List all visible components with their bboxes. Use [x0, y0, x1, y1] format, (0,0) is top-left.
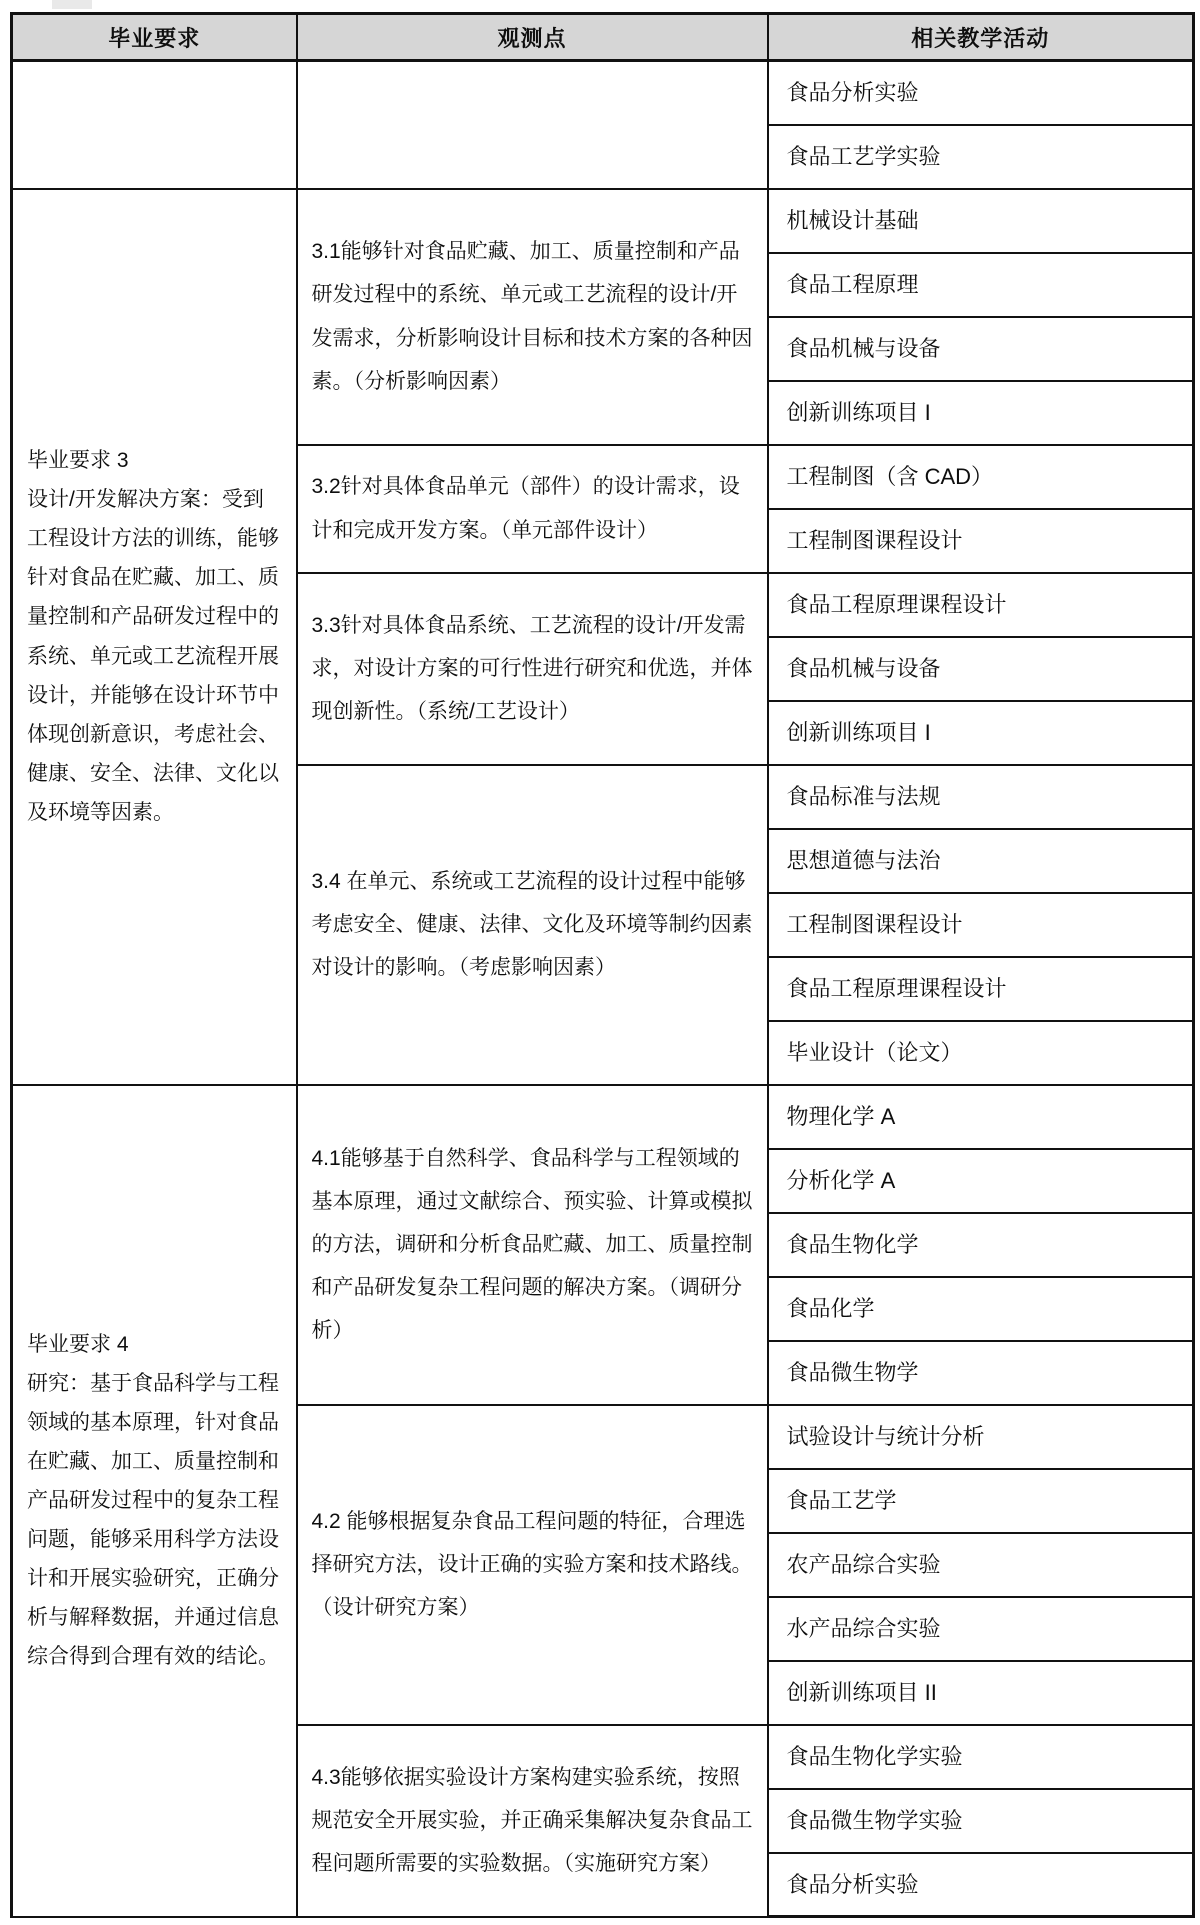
activity-cell: 机械设计基础 — [768, 189, 1194, 253]
requirement-body: 设计/开发解决方案：受到工程设计方法的训练，能够针对食品在贮藏、加工、质量控制和产品研发过程中的系统、单元或工艺流程开展设计，并能够在设计环节中体现创新意识，考虑社会、健康、安全、法律、文化以及环境等因素。 — [27, 488, 279, 824]
activity-cell: 试验设计与统计分析 — [768, 1405, 1194, 1469]
activity-cell: 创新训练项目 II — [768, 1661, 1194, 1725]
activity-cell: 创新训练项目 I — [768, 381, 1194, 445]
activity-cell: 水产品综合实验 — [768, 1597, 1194, 1661]
requirement-cell-4 — [12, 1085, 297, 1917]
header-requirement: 毕业要求 — [12, 14, 297, 61]
activity-cell: 食品微生物学 — [768, 1341, 1194, 1405]
table-row — [12, 1085, 1194, 1149]
header-row — [12, 14, 1194, 61]
activity-cell: 食品机械与设备 — [768, 317, 1194, 381]
observation-cell-4-3: 4.3能够依据实验设计方案构建实验系统，按照规范安全开展实验，并正确采集解决复杂食品工程问题所需要的实验数据。（实施研究方案） — [297, 1725, 768, 1917]
observation-cell-3-3: 3.3针对具体食品系统、工艺流程的设计/开发需求，对设计方案的可行性进行研究和优选，并体现创新性。（系统/工艺设计） — [297, 573, 768, 765]
observation-cell-3-2: 3.2针对具体食品单元（部件）的设计需求，设计和完成开发方案。（单元部件设计） — [297, 445, 768, 573]
activity-cell: 工程制图课程设计 — [768, 893, 1194, 957]
scan-artifact — [52, 0, 92, 9]
requirement-cell-empty — [12, 61, 297, 189]
activity-cell: 物理化学 A — [768, 1085, 1194, 1149]
requirements-table — [10, 12, 1195, 1918]
requirement-title: 毕业要求 4 — [27, 1332, 129, 1356]
activity-cell: 食品工艺学实验 — [768, 125, 1194, 189]
activity-cell: 食品生物化学 — [768, 1213, 1194, 1277]
activity-cell: 食品机械与设备 — [768, 637, 1194, 701]
activity-cell: 创新训练项目 I — [768, 701, 1194, 765]
activity-cell: 工程制图（含 CAD） — [768, 445, 1194, 509]
observation-cell-4-2: 4.2 能够根据复杂食品工程问题的特征，合理选择研究方法，设计正确的实验方案和技术路线。（设计研究方案） — [297, 1405, 768, 1725]
table-row — [12, 61, 1194, 125]
activity-cell: 食品工艺学 — [768, 1469, 1194, 1533]
activity-cell: 分析化学 A — [768, 1149, 1194, 1213]
activity-cell: 食品生物化学实验 — [768, 1725, 1194, 1789]
requirement-cell-3 — [12, 189, 297, 1085]
activity-cell: 食品标准与法规 — [768, 765, 1194, 829]
activity-cell: 食品工程原理课程设计 — [768, 957, 1194, 1021]
table-row — [12, 189, 1194, 253]
activity-cell: 食品微生物学实验 — [768, 1789, 1194, 1853]
observation-cell-empty — [297, 61, 768, 189]
activity-cell: 食品分析实验 — [768, 1853, 1194, 1917]
header-observation-point: 观测点 — [297, 14, 768, 61]
activity-cell: 食品工程原理课程设计 — [768, 573, 1194, 637]
observation-cell-3-4: 3.4 在单元、系统或工艺流程的设计过程中能够考虑安全、健康、法律、文化及环境等制约因素对设计的影响。（考虑影响因素） — [297, 765, 768, 1085]
requirement-title: 毕业要求 3 — [27, 449, 129, 473]
activity-cell: 工程制图课程设计 — [768, 509, 1194, 573]
requirement-body: 研究：基于食品科学与工程领域的基本原理，针对食品在贮藏、加工、质量控制和产品研发过程中的复杂工程问题，能够采用科学方法设计和开展实验研究，正确分析与解释数据，并通过信息综合得到合理有效的结论。 — [27, 1371, 279, 1669]
activity-cell: 农产品综合实验 — [768, 1533, 1194, 1597]
observation-cell-4-1: 4.1能够基于自然科学、食品科学与工程领域的基本原理，通过文献综合、预实验、计算或模拟的方法，调研和分析食品贮藏、加工、质量控制和产品研发复杂工程问题的解决方案。（调研分析） — [297, 1085, 768, 1405]
header-teaching-activities: 相关教学活动 — [768, 14, 1194, 61]
activity-cell: 毕业设计（论文） — [768, 1021, 1194, 1085]
observation-cell-3-1: 3.1能够针对食品贮藏、加工、质量控制和产品研发过程中的系统、单元或工艺流程的设计/开发需求，分析影响设计目标和技术方案的各种因素。（分析影响因素） — [297, 189, 768, 445]
activity-cell: 食品分析实验 — [768, 61, 1194, 125]
activity-cell: 食品化学 — [768, 1277, 1194, 1341]
activity-cell: 食品工程原理 — [768, 253, 1194, 317]
activity-cell: 思想道德与法治 — [768, 829, 1194, 893]
